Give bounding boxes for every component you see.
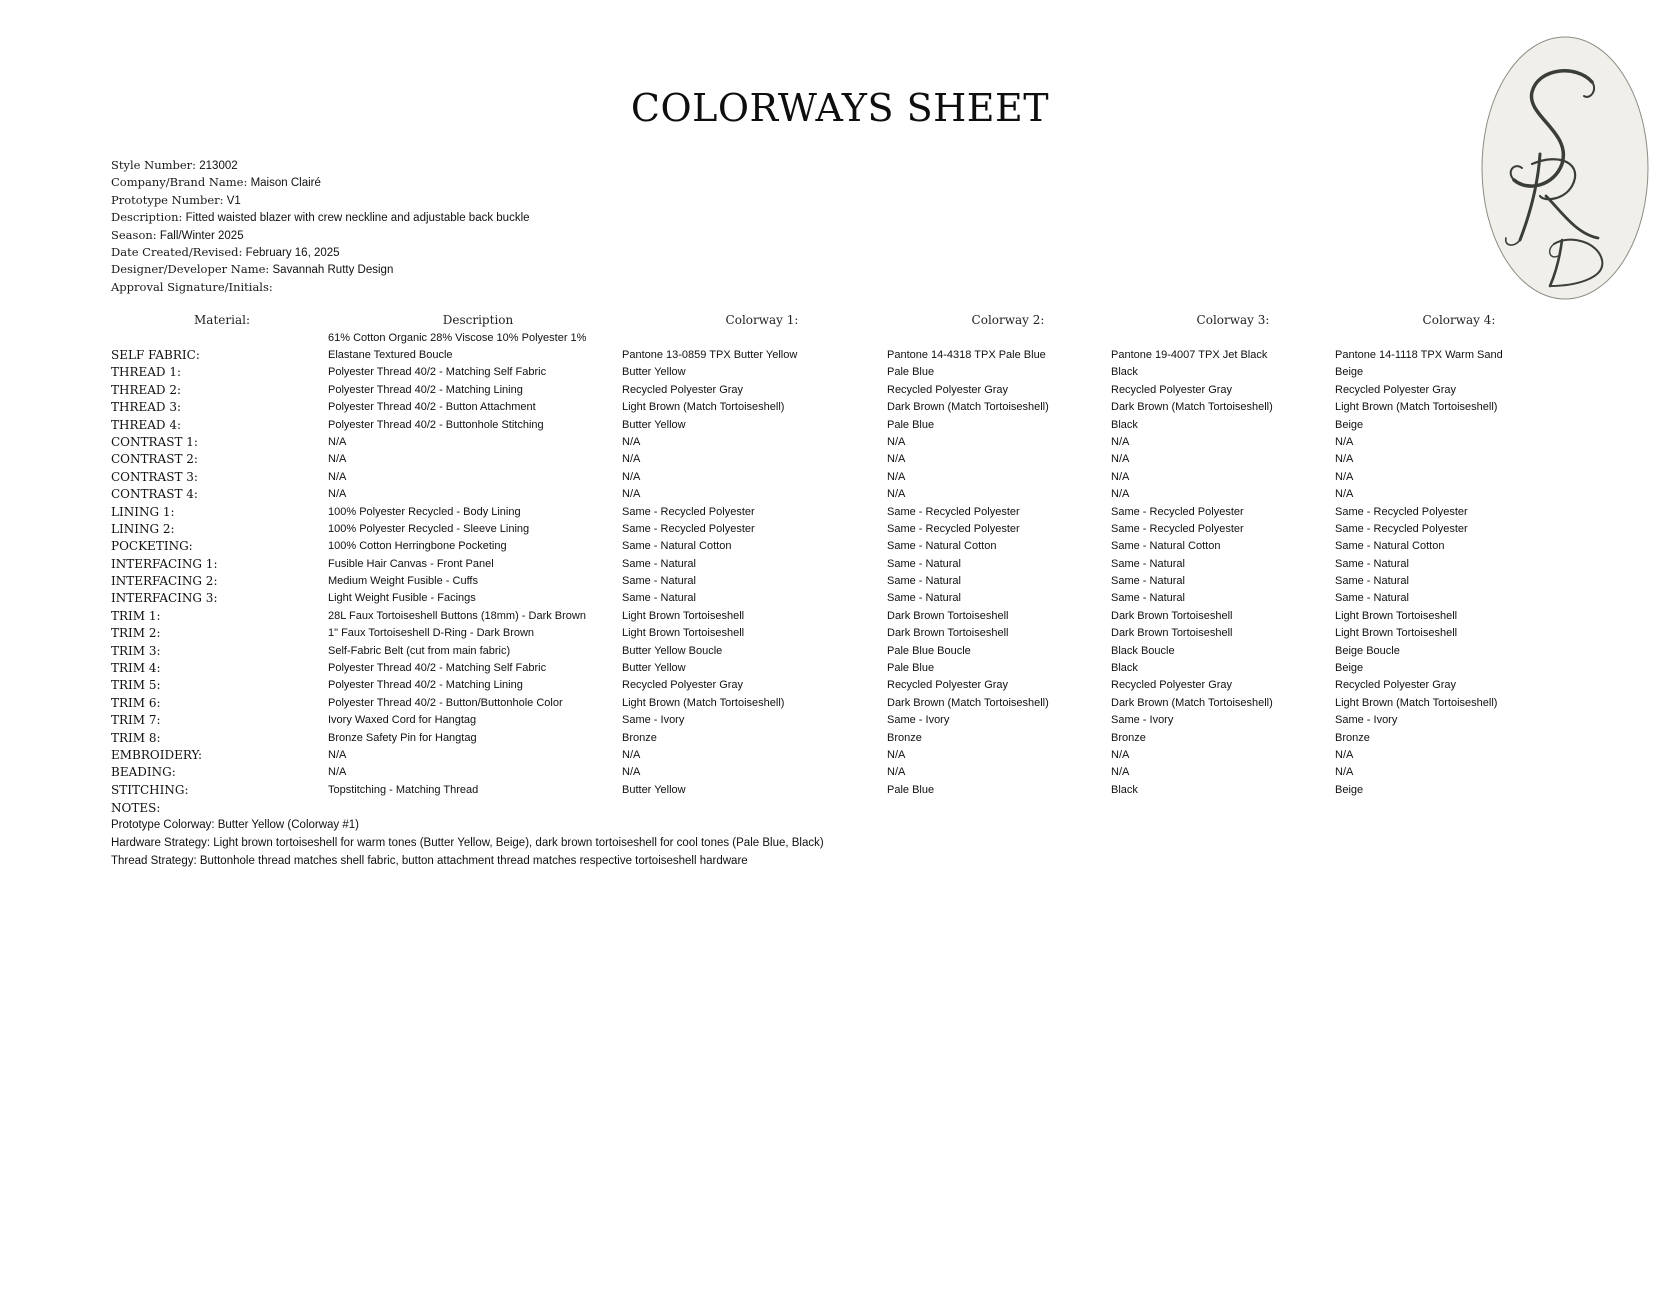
description-cell: Polyester Thread 40/2 - Matching Lining — [328, 383, 523, 396]
colorway-4-cell: N/A — [1335, 488, 1354, 501]
material-cell: LINING 2: — [111, 521, 175, 536]
description-cell: Self-Fabric Belt (cut from main fabric) — [328, 644, 511, 657]
colorway-1-cell: Same - Recycled Polyester — [622, 505, 755, 518]
colorway-3-cell: N/A — [1111, 453, 1130, 466]
colorway-3-cell: Pantone 19-4007 TPX Jet Black — [1111, 349, 1268, 361]
material-cell: CONTRAST 1: — [111, 434, 198, 449]
colorway-1-cell: N/A — [622, 470, 641, 483]
description-cell: N/A — [328, 470, 347, 483]
material-cell: CONTRAST 2: — [111, 452, 198, 467]
colorway-1-cell: Same - Natural — [622, 575, 696, 588]
material-cell: THREAD 1: — [111, 365, 182, 380]
material-cell: TRIM 7: — [111, 713, 161, 728]
colorway-3-cell: Same - Natural — [1111, 557, 1185, 570]
colorway-1-cell: Butter Yellow — [622, 662, 686, 675]
info-value: Maison Clairé — [250, 177, 321, 190]
material-cell: TRIM 1: — [111, 608, 161, 623]
description-cell: Ivory Waxed Cord for Hangtag — [328, 714, 477, 727]
description-cell: 100% Polyester Recycled - Sleeve Lining — [328, 522, 530, 535]
colorway-1-cell: Same - Natural Cotton — [622, 540, 732, 553]
material-cell: TRIM 5: — [111, 678, 161, 693]
colorway-4-cell: Beige Boucle — [1335, 644, 1400, 657]
table-row — [0, 451, 1680, 468]
colorway-3-cell: Recycled Polyester Gray — [1111, 383, 1233, 396]
description-cell: 100% Polyester Recycled - Body Lining — [328, 505, 521, 518]
material-cell: INTERFACING 3: — [111, 591, 218, 606]
self-fabric-description-line1: 61% Cotton Organic 28% Viscose 10% Polyester 1% — [328, 332, 587, 344]
colorway-4-cell: Same - Natural — [1335, 592, 1409, 605]
colorway-2-cell: N/A — [887, 748, 906, 761]
info-description — [111, 209, 530, 226]
material-cell: INTERFACING 1: — [111, 556, 218, 571]
colorway-1-cell: N/A — [622, 748, 641, 761]
description-cell: Bronze Safety Pin for Hangtag — [328, 731, 477, 744]
info-company — [111, 174, 530, 191]
logo-oval — [1482, 37, 1648, 299]
monogram-logo — [1480, 34, 1650, 302]
colorway-3-cell: Black — [1111, 783, 1138, 796]
table-row — [0, 469, 1680, 486]
colorway-1-cell: Same - Ivory — [622, 714, 685, 727]
colorway-1-cell: N/A — [622, 453, 641, 466]
colorway-2-cell: Pale Blue — [887, 783, 935, 796]
material-cell: THREAD 4: — [111, 417, 182, 432]
colorway-4-cell: Same - Natural — [1335, 575, 1409, 588]
logo-letters: SRD — [1565, 300, 1568, 301]
table-row — [0, 486, 1680, 503]
info-value: 213002 — [199, 160, 238, 172]
colorway-2-cell: N/A — [887, 435, 906, 448]
page-title: COLORWAYS SHEET — [630, 86, 1050, 130]
description-cell: 1" Faux Tortoiseshell D-Ring - Dark Brown — [328, 627, 535, 640]
colorway-4-cell: N/A — [1335, 453, 1354, 466]
table-row — [0, 747, 1680, 764]
header-description: Description — [442, 313, 514, 327]
note-line: Hardware Strategy: Light brown tortoiseshell for warm tones (Butter Yellow, Beige), dark brown tortoiseshell for cool tones (Pale Blue, Black) — [111, 836, 824, 849]
note-line: Prototype Colorway: Butter Yellow (Colorway #1) — [111, 819, 360, 832]
colorway-4-cell: Light Brown (Match Tortoiseshell) — [1335, 401, 1498, 414]
table-row — [0, 364, 1680, 381]
colorway-2-cell: Pantone 14-4318 TPX Pale Blue — [887, 349, 1046, 361]
colorway-2-cell: Pale Blue Boucle — [887, 644, 971, 657]
colorway-3-cell: N/A — [1111, 766, 1130, 779]
colorway-2-cell: Recycled Polyester Gray — [887, 679, 1009, 692]
material-cell: TRIM 6: — [111, 695, 161, 710]
colorway-1-cell: Butter Yellow — [622, 783, 686, 796]
notes-section — [111, 800, 824, 870]
colorway-3-cell: Same - Recycled Polyester — [1111, 522, 1244, 535]
description-cell: Polyester Thread 40/2 - Matching Lining — [328, 679, 523, 692]
info-label: Approval Signature/Initials: — [111, 279, 273, 294]
colorway-1-cell: Light Brown (Match Tortoiseshell) — [622, 696, 785, 709]
description-cell: Light Weight Fusible - Facings — [328, 592, 476, 605]
colorway-1-cell: Same - Natural — [622, 592, 696, 605]
info-style-number — [111, 157, 530, 174]
colorway-3-cell: N/A — [1111, 488, 1130, 501]
colorway-3-cell: N/A — [1111, 748, 1130, 761]
colorway-2-cell: Bronze — [887, 731, 922, 744]
colorway-1-cell: Bronze — [622, 731, 657, 744]
description-cell: Polyester Thread 40/2 - Button Attachment — [328, 401, 536, 414]
table-row — [0, 625, 1680, 642]
notes-label: NOTES: — [111, 801, 161, 815]
description-cell: Elastane Textured Boucle — [328, 349, 453, 361]
colorway-4-cell: Same - Natural — [1335, 557, 1409, 570]
colorway-1-cell: Same - Recycled Polyester — [622, 522, 755, 535]
colorway-1-cell: Butter Yellow Boucle — [622, 644, 723, 657]
colorway-2-cell: Same - Natural — [887, 592, 961, 605]
table-row — [0, 538, 1680, 555]
table-row — [0, 608, 1680, 625]
table-row — [0, 521, 1680, 538]
header-colorway-4: Colorway 4: — [1422, 313, 1496, 327]
info-label: Description: — [111, 210, 183, 225]
material-cell: LINING 1: — [111, 504, 175, 519]
colorway-4-cell: Same - Recycled Polyester — [1335, 522, 1468, 535]
description-cell: Polyester Thread 40/2 - Buttonhole Stitching — [328, 418, 544, 431]
colorway-4-cell: Pantone 14-1118 TPX Warm Sand — [1335, 349, 1503, 361]
colorway-2-cell: N/A — [887, 766, 906, 779]
info-prototype-number — [111, 192, 530, 209]
colorway-4-cell: Bronze — [1335, 731, 1370, 744]
header-colorway-2: Colorway 2: — [971, 313, 1045, 327]
colorway-2-cell: Dark Brown Tortoiseshell — [887, 609, 1009, 622]
colorway-3-cell: Dark Brown (Match Tortoiseshell) — [1111, 401, 1273, 414]
colorway-3-cell: N/A — [1111, 435, 1130, 448]
colorway-3-cell: Black — [1111, 418, 1138, 431]
material-cell: TRIM 4: — [111, 661, 161, 676]
colorway-3-cell: Same - Natural — [1111, 575, 1185, 588]
table-row — [0, 782, 1680, 799]
colorway-1-cell: Light Brown Tortoiseshell — [622, 627, 745, 640]
colorway-4-cell: N/A — [1335, 470, 1354, 483]
colorway-3-cell: Recycled Polyester Gray — [1111, 679, 1233, 692]
header-colorway-1: Colorway 1: — [725, 313, 799, 327]
header-material: Material: — [194, 313, 250, 327]
description-cell: Polyester Thread 40/2 - Button/Buttonhole Color — [328, 696, 563, 709]
style-info — [111, 157, 530, 296]
description-cell: N/A — [328, 748, 347, 761]
colorway-3-cell: Dark Brown (Match Tortoiseshell) — [1111, 696, 1273, 709]
description-cell: N/A — [328, 453, 347, 466]
info-season — [111, 227, 530, 244]
colorway-1-cell: Light Brown Tortoiseshell — [622, 609, 745, 622]
colorway-1-cell: Butter Yellow — [622, 418, 686, 431]
table-row — [0, 643, 1680, 660]
table-row — [0, 347, 1680, 364]
description-cell: N/A — [328, 488, 347, 501]
info-label: Style Number: — [111, 158, 197, 172]
colorway-1-cell: N/A — [622, 435, 641, 448]
colorway-1-cell: Light Brown (Match Tortoiseshell) — [622, 401, 785, 414]
info-value: Savannah Rutty Design — [272, 264, 394, 277]
colorway-2-cell: Dark Brown Tortoiseshell — [887, 627, 1009, 640]
table-row — [0, 590, 1680, 607]
info-value: V1 — [226, 194, 241, 207]
info-value: Fitted waisted blazer with crew neckline and adjustable back buckle — [185, 212, 530, 225]
material-cell: TRIM 3: — [111, 643, 161, 658]
colorway-4-cell: Beige — [1335, 783, 1364, 796]
table-row — [0, 556, 1680, 573]
info-label: Date Created/Revised: — [111, 244, 243, 259]
colorway-3-cell: Same - Natural Cotton — [1111, 540, 1221, 553]
table-row — [0, 399, 1680, 416]
colorway-1-cell: Pantone 13-0859 TPX Butter Yellow — [622, 349, 798, 361]
colorway-1-cell: Recycled Polyester Gray — [622, 383, 744, 396]
description-cell: 100% Cotton Herringbone Pocketing — [328, 540, 507, 553]
colorway-3-cell: Black — [1111, 662, 1138, 675]
material-cell: STITCHING: — [111, 782, 189, 797]
description-cell: Polyester Thread 40/2 - Matching Self Fabric — [328, 366, 547, 379]
info-label: Designer/Developer Name: — [111, 262, 270, 277]
material-cell: TRIM 2: — [111, 626, 161, 641]
colorway-2-cell: Pale Blue — [887, 662, 935, 675]
header-colorway-3: Colorway 3: — [1196, 313, 1270, 327]
description-cell: 28L Faux Tortoiseshell Buttons (18mm) - Dark Brown — [328, 609, 586, 622]
material-cell: SELF FABRIC: — [111, 348, 200, 362]
colorway-2-cell: Recycled Polyester Gray — [887, 383, 1009, 396]
table-row — [0, 417, 1680, 434]
colorway-1-cell: Recycled Polyester Gray — [622, 679, 744, 692]
material-cell: TRIM 8: — [111, 730, 161, 745]
table-row — [0, 573, 1680, 590]
material-cell: CONTRAST 4: — [111, 487, 198, 502]
colorway-4-cell: Beige — [1335, 662, 1364, 675]
colorway-2-cell: N/A — [887, 470, 906, 483]
table-row — [0, 695, 1680, 712]
table-row — [0, 712, 1680, 729]
colorway-2-cell: Same - Natural — [887, 557, 961, 570]
table-row — [0, 730, 1680, 747]
colorway-2-cell: Same - Recycled Polyester — [887, 505, 1020, 518]
colorway-4-cell: N/A — [1335, 766, 1354, 779]
description-cell: N/A — [328, 435, 347, 448]
colorway-3-cell: Same - Recycled Polyester — [1111, 505, 1244, 518]
table-row — [0, 504, 1680, 521]
materials-table — [0, 347, 1680, 799]
colorway-3-cell: Dark Brown Tortoiseshell — [1111, 609, 1233, 622]
description-cell: Medium Weight Fusible - Cuffs — [328, 575, 478, 588]
colorway-4-cell: N/A — [1335, 748, 1354, 761]
colorway-1-cell: Same - Natural — [622, 557, 696, 570]
colorway-3-cell: Same - Ivory — [1111, 714, 1174, 727]
table-header — [0, 313, 1680, 329]
material-cell: CONTRAST 3: — [111, 469, 198, 484]
colorway-2-cell: Dark Brown (Match Tortoiseshell) — [887, 401, 1049, 414]
colorway-4-cell: Beige — [1335, 418, 1364, 431]
table-row — [0, 434, 1680, 451]
colorway-4-cell: Light Brown Tortoiseshell — [1335, 609, 1458, 622]
material-cell: INTERFACING 2: — [111, 574, 218, 589]
material-cell: EMBROIDERY: — [111, 747, 203, 762]
colorway-2-cell: Same - Natural Cotton — [887, 540, 997, 553]
colorway-2-cell: Pale Blue — [887, 418, 935, 431]
colorway-4-cell: Recycled Polyester Gray — [1335, 383, 1457, 396]
colorway-4-cell: Light Brown (Match Tortoiseshell) — [1335, 696, 1498, 709]
colorway-4-cell: Recycled Polyester Gray — [1335, 679, 1457, 692]
info-label: Prototype Number: — [111, 192, 224, 207]
description-cell: Polyester Thread 40/2 - Matching Self Fabric — [328, 662, 547, 675]
info-designer — [111, 261, 530, 278]
material-cell: BEADING: — [111, 765, 176, 780]
info-label: Company/Brand Name: — [111, 175, 248, 190]
table-row — [0, 677, 1680, 694]
description-cell: Fusible Hair Canvas - Front Panel — [328, 557, 494, 570]
info-approval — [111, 279, 530, 296]
description-cell: N/A — [328, 766, 347, 779]
colorway-4-cell: Beige — [1335, 366, 1364, 379]
colorway-4-cell: Same - Recycled Polyester — [1335, 505, 1468, 518]
table-row — [0, 660, 1680, 677]
colorway-3-cell: Black — [1111, 366, 1138, 379]
info-date — [111, 244, 530, 261]
info-label: Season: — [111, 227, 157, 242]
info-value: Fall/Winter 2025 — [159, 229, 244, 242]
material-cell: THREAD 2: — [111, 382, 182, 397]
colorway-2-cell: Same - Natural — [887, 575, 961, 588]
colorway-4-cell: Same - Natural Cotton — [1335, 540, 1445, 553]
description-cell: Topstitching - Matching Thread — [328, 783, 479, 796]
info-value: February 16, 2025 — [245, 246, 340, 259]
colorway-1-cell: N/A — [622, 488, 641, 501]
colorway-2-cell: Same - Ivory — [887, 714, 950, 727]
colorway-2-cell: Pale Blue — [887, 366, 935, 379]
colorway-3-cell: Black Boucle — [1111, 644, 1175, 657]
colorway-2-cell: Dark Brown (Match Tortoiseshell) — [887, 696, 1049, 709]
table-row — [0, 382, 1680, 399]
colorway-2-cell: N/A — [887, 453, 906, 466]
colorway-1-cell: Butter Yellow — [622, 366, 686, 379]
colorway-3-cell: Same - Natural — [1111, 592, 1185, 605]
colorway-4-cell: Same - Ivory — [1335, 714, 1398, 727]
table-row — [0, 764, 1680, 781]
colorway-3-cell: Dark Brown Tortoiseshell — [1111, 627, 1233, 640]
material-cell: POCKETING: — [111, 539, 193, 554]
colorway-2-cell: N/A — [887, 488, 906, 501]
colorway-3-cell: N/A — [1111, 470, 1130, 483]
colorway-1-cell: N/A — [622, 766, 641, 779]
colorway-3-cell: Bronze — [1111, 731, 1146, 744]
note-line: Thread Strategy: Buttonhole thread matches shell fabric, button attachment thread matches respective tortoiseshell hardware — [111, 854, 748, 867]
colorway-4-cell: Light Brown Tortoiseshell — [1335, 627, 1458, 640]
material-cell: THREAD 3: — [111, 400, 182, 415]
colorway-4-cell: N/A — [1335, 435, 1354, 448]
colorway-2-cell: Same - Recycled Polyester — [887, 522, 1020, 535]
